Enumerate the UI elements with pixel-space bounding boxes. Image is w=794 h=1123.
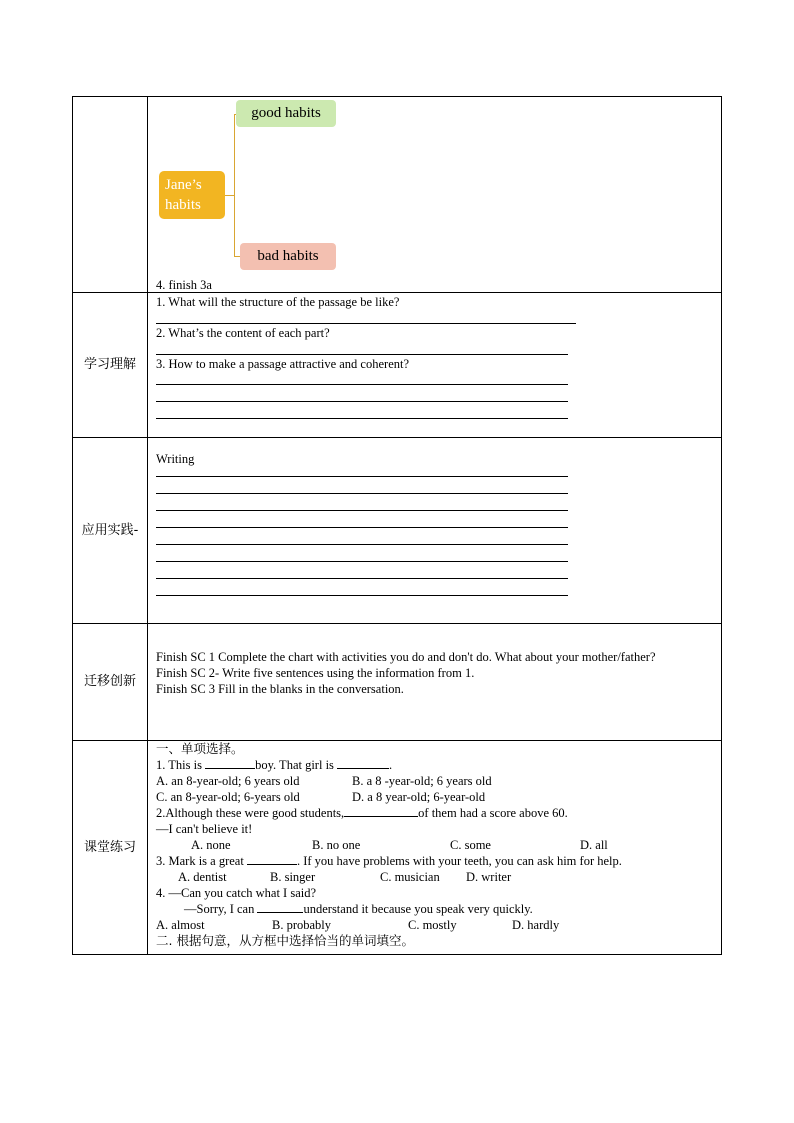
question-text: 3. Mark is a great bbox=[156, 854, 247, 868]
writing-line[interactable] bbox=[156, 510, 568, 511]
question-text: of them had a score above 60. bbox=[418, 806, 568, 820]
option-row bbox=[156, 773, 721, 789]
option-b[interactable]: B. singer bbox=[270, 870, 316, 884]
question-text: . If you have problems with your teeth, you can ask him for help. bbox=[296, 854, 622, 868]
question-text: understand it because you speak very quickly. bbox=[303, 902, 533, 916]
row-practice bbox=[73, 438, 722, 624]
row-mindmap-label bbox=[73, 97, 148, 293]
answer-blank[interactable] bbox=[205, 757, 255, 769]
writing-line[interactable] bbox=[156, 544, 568, 545]
question-text: 2.Although these were good students, bbox=[156, 806, 345, 820]
option-d[interactable]: D. a 8 year-old; 6-year-old bbox=[352, 790, 486, 804]
row-exercises bbox=[73, 741, 722, 955]
option-b[interactable]: B. probably bbox=[272, 918, 332, 932]
option-a[interactable]: A. almost bbox=[156, 918, 205, 932]
option-c[interactable]: C. an 8-year-old; 6-years old bbox=[156, 790, 300, 804]
section-heading: 一、单项选择。 bbox=[156, 741, 244, 756]
row-innovation-content bbox=[148, 624, 722, 741]
row-innovation bbox=[73, 624, 722, 741]
question-text: —I can't believe it! bbox=[156, 822, 253, 836]
row-practice-content bbox=[148, 438, 722, 624]
question-text: 3. How to make a passage attractive and coherent? bbox=[156, 357, 410, 371]
row-label: 课堂练习 bbox=[73, 741, 148, 955]
option-b[interactable]: B. a 8 -year-old; 6 years old bbox=[352, 774, 492, 788]
row-label: 迁移创新 bbox=[73, 624, 148, 741]
writing-line[interactable] bbox=[156, 595, 568, 596]
option-d[interactable]: D. hardly bbox=[512, 918, 560, 932]
question-text: 2. What’s the content of each part? bbox=[156, 326, 330, 340]
writing-line[interactable] bbox=[156, 493, 568, 494]
answer-line[interactable] bbox=[156, 401, 568, 402]
mindmap bbox=[148, 97, 448, 277]
answer-blank[interactable] bbox=[247, 853, 297, 865]
option-c[interactable]: C. some bbox=[450, 838, 491, 852]
option-a[interactable]: A. an 8-year-old; 6 years old bbox=[156, 774, 300, 788]
option-row bbox=[156, 789, 721, 805]
answer-line[interactable] bbox=[156, 384, 568, 385]
exercise-question bbox=[156, 901, 721, 917]
row-label: 应用实践- bbox=[73, 438, 148, 624]
row-understanding-content bbox=[148, 293, 722, 438]
row-mindmap-content bbox=[148, 97, 722, 293]
answer-line[interactable] bbox=[156, 323, 576, 324]
option-b[interactable]: B. no one bbox=[312, 838, 361, 852]
question-text: —Sorry, I can bbox=[184, 902, 258, 916]
writing-line[interactable] bbox=[156, 527, 568, 528]
answer-line[interactable] bbox=[156, 418, 568, 419]
writing-line[interactable] bbox=[156, 578, 568, 579]
writing-line[interactable] bbox=[156, 476, 568, 477]
mindmap-connector bbox=[225, 195, 234, 196]
exercise-question bbox=[156, 805, 721, 821]
option-a[interactable]: A. none bbox=[191, 838, 231, 852]
answer-blank[interactable] bbox=[257, 901, 303, 913]
mindmap-bad-habits-node: bad habits bbox=[240, 243, 336, 270]
writing-line[interactable] bbox=[156, 561, 568, 562]
task-text: Finish SC 1 Complete the chart with activities you do and don't do. What about your mother/father? bbox=[156, 650, 656, 664]
option-c[interactable]: C. mostly bbox=[408, 918, 457, 932]
option-row bbox=[156, 917, 721, 933]
worksheet bbox=[72, 96, 722, 955]
row-label: 学习理解 bbox=[73, 293, 148, 438]
question-text: 4. —Can you catch what I said? bbox=[156, 886, 317, 900]
question-text: boy. That girl is bbox=[255, 758, 338, 772]
option-row bbox=[156, 837, 721, 853]
task-text: 4. finish 3a bbox=[156, 278, 212, 292]
question-text: 1. What will the structure of the passage be like? bbox=[156, 295, 400, 309]
task-text: Finish SC 2- Write five sentences using the information from 1. bbox=[156, 666, 475, 680]
mindmap-connector bbox=[234, 114, 235, 256]
question-text: . bbox=[389, 758, 393, 772]
answer-blank[interactable] bbox=[337, 757, 389, 769]
option-a[interactable]: A. dentist bbox=[178, 870, 227, 884]
exercise-question bbox=[156, 853, 721, 869]
answer-line[interactable] bbox=[156, 354, 568, 355]
option-d[interactable]: D. writer bbox=[466, 870, 512, 884]
row-mindmap bbox=[73, 97, 722, 293]
worksheet-table bbox=[72, 96, 722, 955]
option-c[interactable]: C. musician bbox=[380, 870, 440, 884]
writing-title: Writing bbox=[156, 452, 195, 466]
mindmap-root-node: Jane’s habits bbox=[159, 171, 225, 219]
row-understanding bbox=[73, 293, 722, 438]
section-heading: 二. 根据句意，从方框中选择恰当的单词填空。 bbox=[156, 933, 414, 948]
question-text: 1. This is bbox=[156, 758, 206, 772]
task-text: Finish SC 3 Fill in the blanks in the conversation. bbox=[156, 682, 404, 696]
option-row bbox=[156, 869, 721, 885]
mindmap-good-habits-node: good habits bbox=[236, 100, 336, 127]
row-exercises-content bbox=[148, 741, 722, 955]
exercise-question bbox=[156, 757, 721, 773]
answer-blank[interactable] bbox=[344, 805, 418, 817]
option-d[interactable]: D. all bbox=[580, 838, 608, 852]
